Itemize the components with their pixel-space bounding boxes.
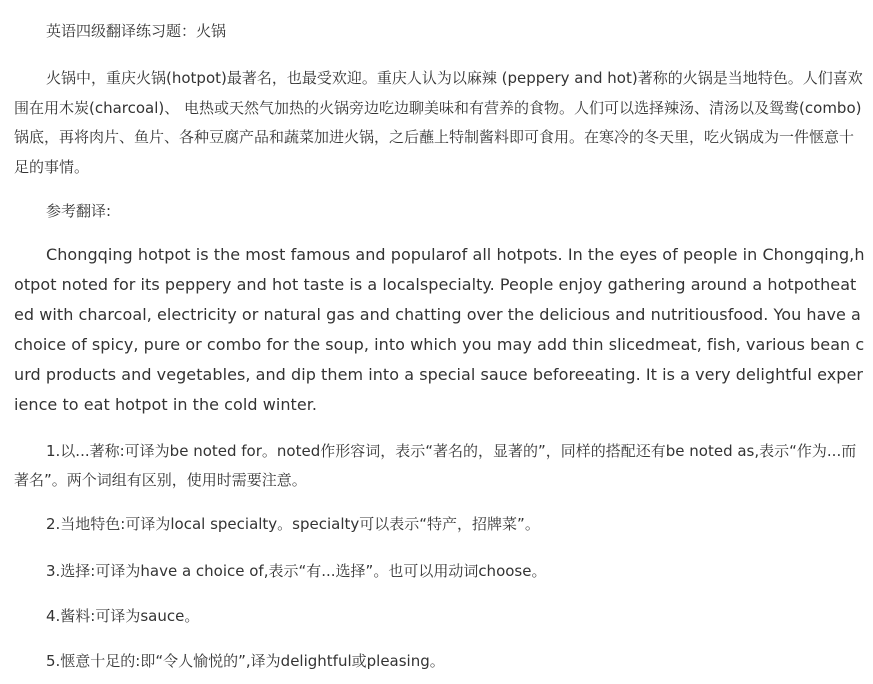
- article-title: 英语四级翻译练习题：火锅: [46, 22, 227, 40]
- translation-paragraph: Chongqing hotpot is the most famous and popularof all hotpots. In the eyes of people in Chongqing,hotpot noted for its peppery and hot taste is a localspecialty. People enjoy gathering around a hotpotheated with charcoal, electricity or natural gas and chatting over the delicious and nutritiousfood. You have a choice of spicy, pure or combo for the soup, into which you may add thin slicedmeat, fish, various bean curd products and vegetables, and dip them into a special sauce beforeeating. It is a very delightful experience to eat hotpot in the cold winter.: [14, 245, 865, 414]
- note-item: 5.惬意十足的:即“令人愉悦的”,译为delightful或pleasing。: [46, 652, 445, 670]
- note-item: 3.选择:可译为have a choice of,表示“有...选择”。也可以用动词choose。: [46, 562, 547, 580]
- note-item: 1.以...著称:可译为be noted for。noted作形容词，表示“著名的，显著的”，同样的搭配还有be noted as,表示“作为...而著名”。两个词组有区别，使用时需要注意。: [14, 442, 857, 489]
- note-item: 2.当地特色:可译为local specialty。specialty可以表示“特产，招牌菜”。: [46, 515, 540, 533]
- reference-label: 参考翻译:: [46, 202, 112, 220]
- note-item: 4.酱料:可译为sauce。: [46, 607, 200, 625]
- source-paragraph: 火锅中，重庆火锅(hotpot)最著名，也最受欢迎。重庆人认为以麻辣 (peppery and hot)著称的火锅是当地特色。人们喜欢围在用木炭(charcoal)、 电热或天然气加热的火锅旁边吃边聊美味和有营养的食物。人们可以选择辣汤、清汤以及鸳鸯(combo)锅底，再将肉片、鱼片、各种豆腐产品和蔬菜加进火锅，之后蘸上特制酱料即可食用。在寒冷的冬天里，吃火锅成为一件惬意十足的事情。: [14, 69, 863, 176]
